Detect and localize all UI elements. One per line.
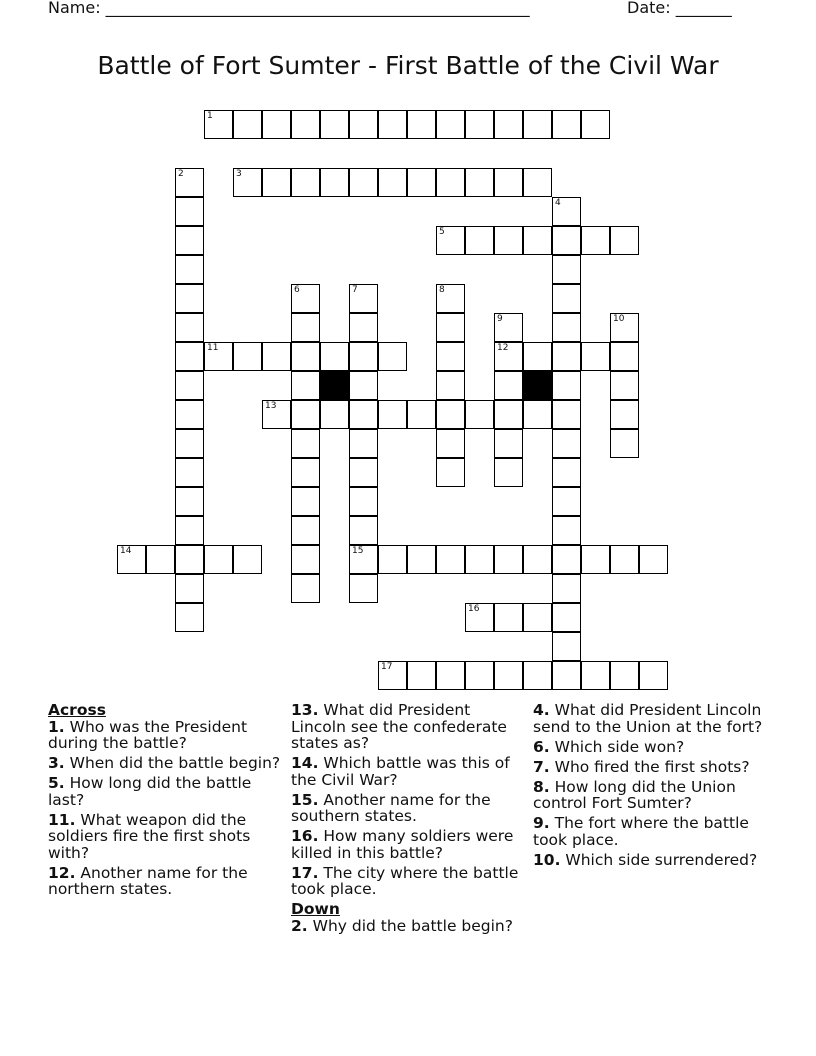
grid-cell[interactable] [494,661,523,690]
grid-cell[interactable] [552,371,581,400]
grid-cell[interactable] [494,342,523,371]
grid-cell[interactable] [552,458,581,487]
clue-item-number: 5. [48,774,65,792]
clue-item-number: 15. [291,790,319,809]
clue-item [48,719,284,752]
grid-cell[interactable] [349,458,378,487]
clue-item [533,702,769,735]
grid-cell[interactable] [436,342,465,371]
clue-item-text: When did the battle begin? [64,754,281,772]
clue-number: 1 [207,111,213,121]
clue-item [533,779,769,812]
down-heading: Down [291,900,340,918]
grid-cell[interactable] [610,313,639,342]
grid-cell[interactable] [581,110,610,139]
grid-cell[interactable] [349,545,378,574]
page-title: Battle of Fort Sumter - First Battle of the Civil War [97,51,719,80]
grid-cell[interactable] [407,400,436,429]
grid-cell[interactable] [146,545,175,574]
clue-item-number: 17. [291,863,319,882]
clue-item-text: Who was the President during the battle? [48,717,248,752]
grid-cell[interactable] [291,284,320,313]
grid-cell[interactable] [552,197,581,226]
grid-cell[interactable] [465,226,494,255]
grid-cell[interactable] [349,168,378,197]
clue-item [48,755,284,772]
grid-cell[interactable] [436,429,465,458]
grid-cell[interactable] [349,342,378,371]
grid-cell[interactable] [175,197,204,226]
grid-cell[interactable] [175,342,204,371]
grid-block-cell [320,371,349,400]
grid-cell[interactable] [552,255,581,284]
grid-cell[interactable] [610,400,639,429]
date-field-label: Date: _______ [627,0,732,17]
clue-item [291,865,527,898]
grid-cell[interactable] [378,545,407,574]
grid-cell[interactable] [320,400,349,429]
clue-item [291,755,527,788]
grid-cell[interactable] [378,110,407,139]
grid-cell[interactable] [523,110,552,139]
grid-cell[interactable] [523,342,552,371]
clue-item-number: 9. [533,814,550,832]
name-field-label: Name: _____________________________________________________ [48,0,530,17]
clue-item-number: 11. [48,810,76,829]
grid-cell[interactable] [291,574,320,603]
grid-cell[interactable] [349,516,378,545]
grid-block-cell [523,371,552,400]
clue-item-text: The city where the battle took place. [291,863,519,898]
clue-item-text: Another name for the southern states. [291,790,491,825]
grid-cell[interactable] [349,400,378,429]
grid-cell[interactable] [175,458,204,487]
clue-item [533,852,769,869]
grid-cell[interactable] [552,487,581,516]
grid-cell[interactable] [581,342,610,371]
clue-number: 2 [178,169,184,179]
clue-number: 7 [352,285,358,295]
clue-number: 4 [555,198,561,208]
grid-cell[interactable] [291,110,320,139]
grid-cell[interactable] [436,313,465,342]
clue-number: 8 [439,285,445,295]
clue-item [533,739,769,756]
clue-item [48,812,284,862]
clue-item [291,918,527,935]
grid-cell[interactable] [610,429,639,458]
clue-item-number: 8. [533,777,550,796]
grid-cell[interactable] [552,429,581,458]
grid-cell[interactable] [523,226,552,255]
grid-cell[interactable] [552,574,581,603]
grid-cell[interactable] [175,545,204,574]
grid-cell[interactable] [175,429,204,458]
grid-cell[interactable] [378,661,407,690]
clue-item-text: How many soldiers were killed in this battle? [291,827,514,862]
grid-cell[interactable] [494,371,523,400]
grid-cell[interactable] [436,371,465,400]
clue-column-3 [533,702,769,872]
clue-item-number: 3. [48,754,65,772]
grid-cell[interactable] [552,661,581,690]
grid-cell[interactable] [465,545,494,574]
grid-cell[interactable] [436,284,465,313]
clue-item-number: 2. [291,916,308,935]
grid-cell[interactable] [552,110,581,139]
grid-cell[interactable] [494,313,523,342]
clue-item-text: Which battle was this of the Civil War? [291,754,510,789]
grid-cell[interactable] [175,226,204,255]
grid-cell[interactable] [494,400,523,429]
grid-cell[interactable] [494,226,523,255]
clue-item-text: What did President Lincoln see the confederate states as? [291,701,507,752]
clue-item-text: What did President Lincoln send to the Union at the fort? [533,701,763,736]
grid-cell[interactable] [262,400,291,429]
grid-cell[interactable] [378,400,407,429]
clue-item-number: 1. [48,717,65,736]
clue-item [291,828,527,861]
grid-cell[interactable] [581,545,610,574]
clue-item [291,702,527,752]
grid-cell[interactable] [552,632,581,661]
grid-cell[interactable] [552,603,581,632]
grid-cell[interactable] [175,516,204,545]
grid-cell[interactable] [349,429,378,458]
grid-cell[interactable] [465,168,494,197]
grid-cell[interactable] [610,371,639,400]
clue-item-number: 6. [533,737,550,756]
grid-cell[interactable] [494,458,523,487]
grid-cell[interactable] [262,110,291,139]
grid-cell[interactable] [291,458,320,487]
grid-cell[interactable] [320,168,349,197]
grid-cell[interactable] [494,603,523,632]
grid-cell[interactable] [204,342,233,371]
grid-cell[interactable] [407,661,436,690]
grid-cell[interactable] [610,545,639,574]
clue-number: 10 [613,314,625,324]
clue-number: 14 [120,546,132,556]
clue-item-text: What weapon did the soldiers fire the first shots with? [48,810,251,862]
grid-cell[interactable] [552,342,581,371]
grid-cell[interactable] [349,371,378,400]
clue-item-number: 13. [291,701,319,719]
grid-cell[interactable] [581,661,610,690]
clue-item-number: 12. [48,863,76,882]
grid-cell[interactable] [436,458,465,487]
clue-item-number: 14. [291,754,319,772]
grid-cell[interactable] [494,545,523,574]
grid-cell[interactable] [523,168,552,197]
clue-item-text: Who fired the first shots? [549,757,750,776]
clue-number: 5 [439,227,445,237]
grid-cell[interactable] [291,168,320,197]
grid-cell[interactable] [291,516,320,545]
clue-item [291,792,527,825]
grid-cell[interactable] [407,168,436,197]
grid-cell[interactable] [175,168,204,197]
grid-cell[interactable] [552,313,581,342]
grid-cell[interactable] [175,603,204,632]
clue-item-text: Why did the battle begin? [307,916,513,935]
grid-cell[interactable] [465,110,494,139]
grid-cell[interactable] [552,545,581,574]
grid-cell[interactable] [407,110,436,139]
clue-number: 12 [497,343,509,353]
clue-item-text: How long did the Union control Fort Sumter? [533,777,736,812]
grid-cell[interactable] [291,545,320,574]
clue-column-1 [48,702,284,901]
grid-cell[interactable] [552,226,581,255]
clue-item-text: Another name for the northern states. [48,863,248,898]
clue-item-text: Which side surrendered? [560,850,758,869]
grid-cell[interactable] [175,284,204,313]
grid-cell[interactable] [436,226,465,255]
grid-cell[interactable] [610,226,639,255]
grid-cell[interactable] [494,168,523,197]
clue-item [48,775,284,808]
grid-cell[interactable] [523,661,552,690]
grid-cell[interactable] [233,110,262,139]
grid-cell[interactable] [523,400,552,429]
grid-cell[interactable] [552,400,581,429]
clue-item-number: 4. [533,701,550,719]
grid-cell[interactable] [465,661,494,690]
grid-cell[interactable] [233,545,262,574]
clue-item-number: 16. [291,827,319,845]
grid-cell[interactable] [436,168,465,197]
grid-cell[interactable] [233,342,262,371]
grid-cell[interactable] [523,545,552,574]
grid-cell[interactable] [465,603,494,632]
grid-cell[interactable] [204,110,233,139]
grid-cell[interactable] [349,487,378,516]
grid-cell[interactable] [291,429,320,458]
grid-cell[interactable] [465,400,494,429]
grid-cell[interactable] [436,661,465,690]
clue-item-text: The fort where the battle took place. [533,814,749,849]
grid-cell[interactable] [378,342,407,371]
grid-cell[interactable] [494,429,523,458]
grid-cell[interactable] [523,603,552,632]
grid-cell[interactable] [639,545,668,574]
clue-number: 3 [236,169,242,179]
clue-number: 6 [294,285,300,295]
grid-cell[interactable] [175,574,204,603]
grid-cell[interactable] [610,661,639,690]
grid-cell[interactable] [552,284,581,313]
grid-cell[interactable] [378,168,407,197]
clue-number: 15 [352,546,364,556]
grid-cell[interactable] [436,545,465,574]
grid-cell[interactable] [233,168,262,197]
grid-cell[interactable] [320,110,349,139]
grid-cell[interactable] [175,371,204,400]
across-heading: Across [48,701,106,719]
grid-cell[interactable] [436,110,465,139]
clue-item [533,759,769,776]
clue-number: 13 [265,401,277,411]
grid-cell[interactable] [291,487,320,516]
clue-item-text: Which side won? [549,737,685,756]
grid-cell[interactable] [552,516,581,545]
clue-item [48,865,284,898]
grid-cell[interactable] [204,545,233,574]
grid-cell[interactable] [175,487,204,516]
grid-cell[interactable] [262,168,291,197]
clue-number: 9 [497,314,503,324]
grid-cell[interactable] [291,313,320,342]
grid-cell[interactable] [175,313,204,342]
grid-cell[interactable] [175,255,204,284]
grid-cell[interactable] [436,400,465,429]
grid-cell[interactable] [610,342,639,371]
grid-cell[interactable] [175,400,204,429]
grid-cell[interactable] [494,110,523,139]
clue-column-2 [291,702,527,938]
clue-number: 16 [468,604,480,614]
grid-cell[interactable] [349,574,378,603]
clue-item-number: 10. [533,850,561,869]
clue-number: 11 [207,343,219,353]
clue-item-text: How long did the battle last? [48,774,252,809]
grid-cell[interactable] [407,545,436,574]
grid-cell[interactable] [639,661,668,690]
clue-item [533,815,769,848]
grid-cell[interactable] [291,400,320,429]
grid-cell[interactable] [262,342,291,371]
grid-cell[interactable] [349,284,378,313]
grid-cell[interactable] [320,342,349,371]
grid-cell[interactable] [581,226,610,255]
clue-item-number: 7. [533,757,550,776]
grid-cell[interactable] [117,545,146,574]
grid-cell[interactable] [349,313,378,342]
clue-number: 17 [381,662,393,672]
grid-cell[interactable] [291,371,320,400]
grid-cell[interactable] [349,110,378,139]
grid-cell[interactable] [291,342,320,371]
